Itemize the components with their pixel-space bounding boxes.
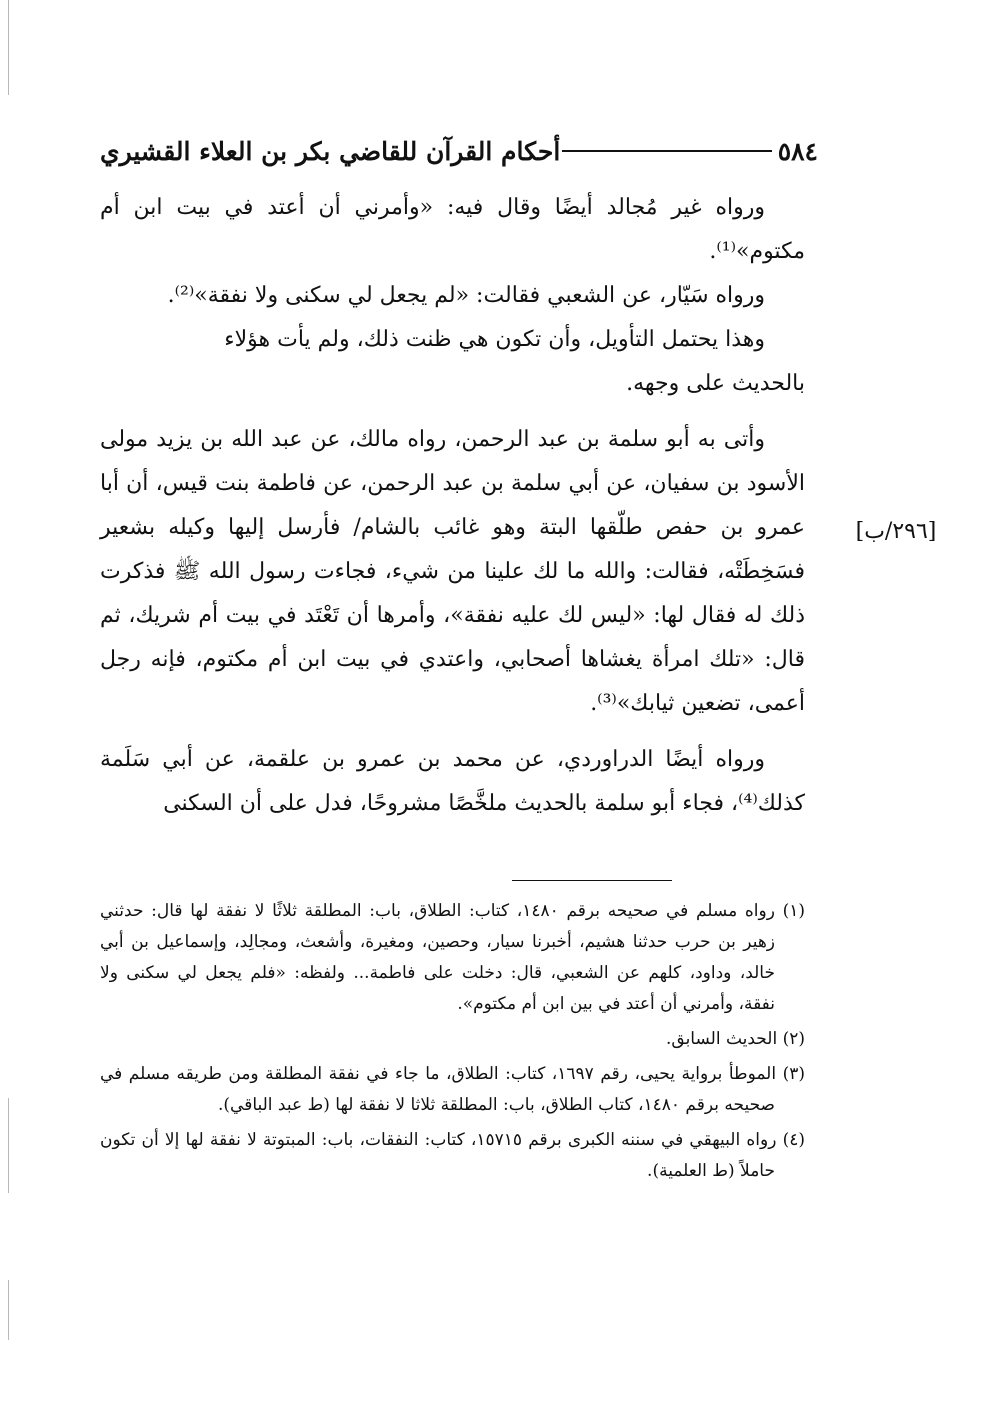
paragraph: ورواه سَيّار، عن الشعبي فقالت: «لم يجعل لي سكنى ولا نفقة»⁽²⁾.: [167, 283, 765, 308]
footnote: (٣) الموطأ برواية يحيى، رقم ١٦٩٧، كتاب: الطلاق، ما جاء في نفقة المطلقة ومن طريقه مسلم في صحيحه برقم ١٤٨٠، كتاب الطلاق، باب: المطلقة ثلاثا لا نفقة لها (ط عبد الباقي).: [100, 1064, 805, 1115]
paragraph: وأتى به أبو سلمة بن عبد الرحمن، رواه مالك، عن عبد الله بن يزيد مولى الأسود بن سفيان، عن أبي سلمة بن عبد الرحمن، عن فاطمة بنت قيس، أن أبا عمرو بن حفص طلّقها البتة وهو غائب بالشام/ فأرسل إليها وكيله بشعير فسَخِطَتْه، فقالت: والله ما لك علينا من شيء، فجاءت رسول الله ﷺ فذكرت ذلك له فقال لها: «ليس لك عليه نفقة»، وأمرها أن تَعْتَد في بيت أم شريك، ثم قال: «تلك امرأة يغشاها أصحابي، واعتدي في بيت ابن أم مكتوم، فإنه رجل أعمى، تضعين ثيابك»⁽³⁾.: [100, 427, 805, 716]
paragraph: وهذا يحتمل التأويل، وأن تكون هي ظنت ذلك، ولم يأت هؤلاء: [224, 327, 765, 352]
scan-edge-line: [8, 0, 9, 95]
scan-edge-line: [8, 1280, 9, 1340]
footnote: (٤) رواه البيهقي في سننه الكبرى برقم ١٥٧١٥، كتاب: النفقات، باب: المبتوتة لا نفقة لها إلا أن تكون حاملاً (ط العلمية).: [100, 1130, 805, 1181]
running-header: [100, 118, 818, 166]
footnote-separator: [512, 880, 672, 881]
footnotes: [100, 896, 805, 1191]
header-rule: [562, 150, 771, 152]
paragraph-gap: [100, 406, 805, 418]
paragraph: ورواه غير مُجالد أيضًا وقال فيه: «وأمرني أن أعتد في بيت ابن أم مكتوم»⁽¹⁾.: [100, 195, 805, 264]
paragraph: بالحديث على وجهه.: [626, 371, 805, 396]
scan-edge-line: [8, 1098, 9, 1193]
manuscript-folio-ref: [٢٩٦/ب]: [855, 519, 937, 544]
paragraph: ورواه أيضًا الدراوردي، عن محمد بن عمرو بن علقمة، عن أبي سَلَمة كذلك⁽⁴⁾، فجاء أبو سلمة بالحديث ملخَّصًا مشروحًا، فدل على أن السكنى: [100, 747, 805, 816]
paragraph-gap: [100, 726, 805, 738]
page-number: ٥٨٤: [777, 137, 818, 166]
book-title: أحكام القرآن للقاضي بكر بن العلاء القشيري: [100, 137, 561, 166]
footnote: (١) رواه مسلم في صحيحه برقم ١٤٨٠، كتاب: الطلاق، باب: المطلقة ثلاثًا لا نفقة لها قال: حدثني زهير بن حرب حدثنا هشيم، أخبرنا سيار، وحصين، ومغيرة، وأشعث، ومجالِد، وإسماعيل بن أبي خالد، وداود، كلهم عن الشعبي، قال: دخلت على فاطمة... ولفظه: «فلم يجعل لي سكنى ولا نفقة، وأمرني أن أعتد في بين ابن أم مكتوم».: [100, 901, 805, 1014]
footnote: (٢) الحديث السابق.: [665, 1029, 805, 1049]
main-text: [100, 186, 805, 826]
